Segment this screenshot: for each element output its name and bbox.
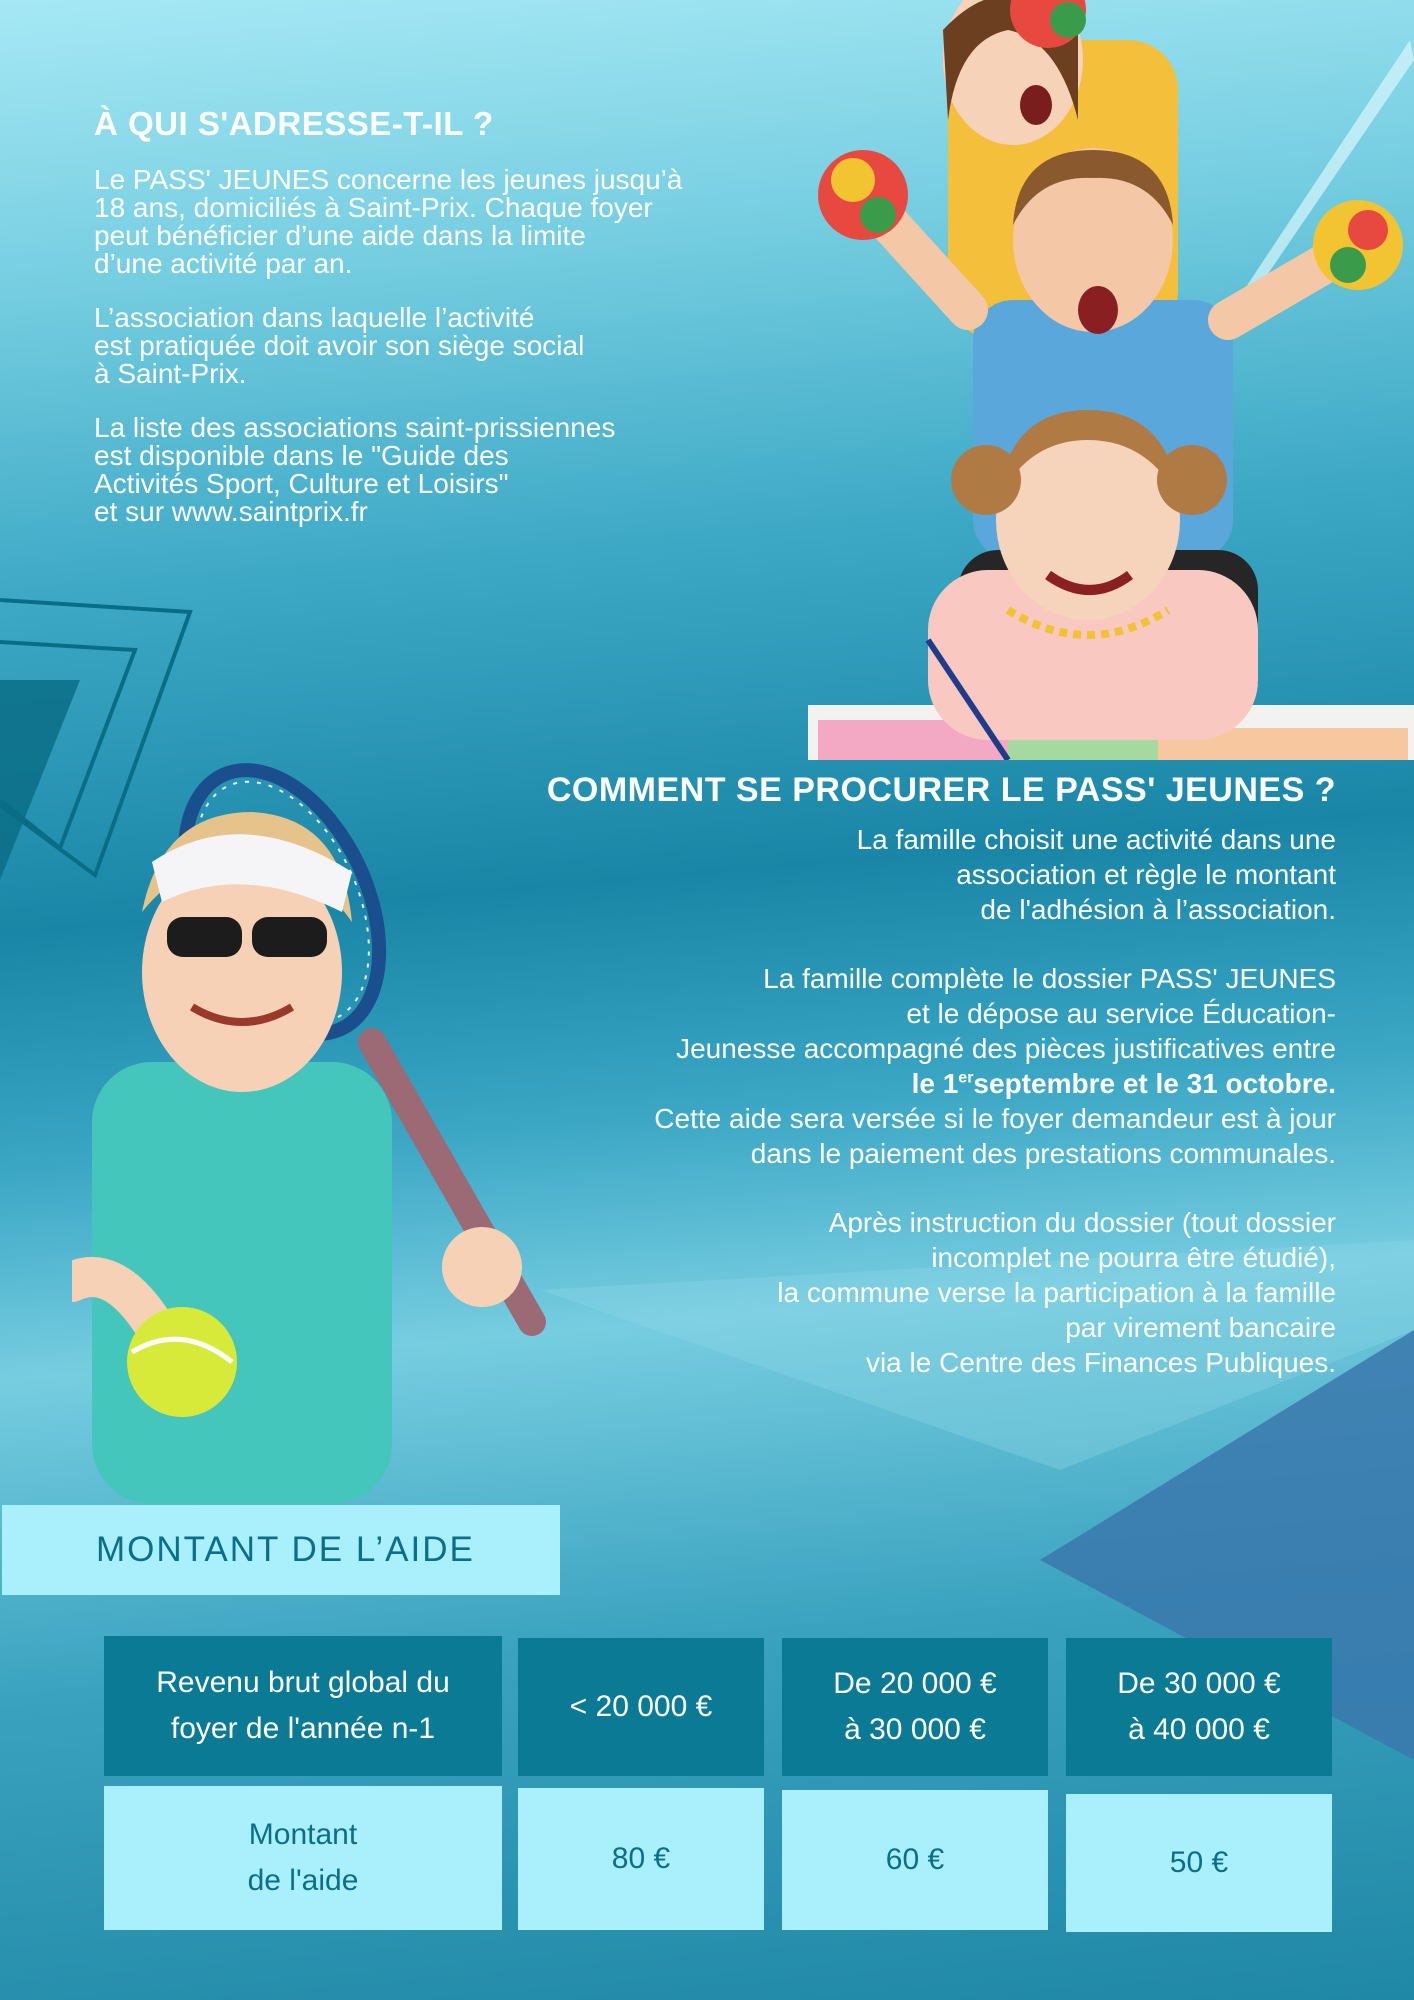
choose-activity-paragraph: La famille choisit une activité dans une association et règle le montant de l'adhésion à l’association. — [856, 824, 1336, 925]
deadline-dates: le 1erseptembre et le 31 octobre. — [911, 1068, 1336, 1099]
section-title-who: À QUI S'ADRESSE-T-IL ? — [94, 105, 494, 142]
table-cell-amount-2: 60 € — [782, 1790, 1048, 1930]
association-paragraph: L’association dans laquelle l’activité est pratiquée doit avoir son siège social à Saint-Prix. — [94, 302, 585, 389]
children-painting-photo — [808, 0, 1414, 760]
table-header-bracket-2: De 20 000 € à 30 000 € — [782, 1638, 1048, 1776]
table-cell-amount-1: 80 € — [518, 1788, 764, 1930]
payment-paragraph: Après instruction du dossier (tout dossier incomplet ne pourra être étudié), la commune verse la participation à la famille par virement bancaire via le Centre des Finances Publiques. — [777, 1207, 1336, 1378]
children-illustration — [808, 0, 1414, 760]
section-how-to-get — [420, 768, 1336, 1414]
aid-amount-banner — [2, 1505, 560, 1595]
application-paragraph: La famille complète le dossier PASS' JEUNES et le dépose au service Éducation- Jeunesse accompagné des pièces justificatives entre le 1erseptembre et le 31 octobre. Cette aide sera versée si le foyer demandeur est à jour dans le paiement des prestations communales. — [420, 961, 1336, 1171]
table-header-bracket-1: < 20 000 € — [518, 1638, 764, 1776]
table-cell-amount-3: 50 € — [1066, 1794, 1332, 1932]
table-header-income: Revenu brut global du foyer de l'année n-1 — [104, 1636, 502, 1776]
association-list-paragraph: La liste des associations saint-prissiennes est disponible dans le "Guide des Activités Sport, Culture et Loisirs" et sur www.saintprix.fr — [94, 412, 616, 527]
section-title-how: COMMENT SE PROCURER LE PASS' JEUNES ? — [546, 771, 1336, 809]
table-row-label: Montant de l'aide — [104, 1786, 502, 1930]
table-header-bracket-3: De 30 000 € à 40 000 € — [1066, 1638, 1332, 1776]
section-who-is-it-for — [94, 104, 794, 552]
aid-amount-title: MONTANT DE L’AIDE — [96, 1530, 475, 1569]
eligibility-paragraph: Le PASS' JEUNES concerne les jeunes jusqu’à 18 ans, domiciliés à Saint-Prix. Chaque foyer peut bénéficier d’une aide dans la limite d’une activité par an. — [94, 164, 683, 279]
